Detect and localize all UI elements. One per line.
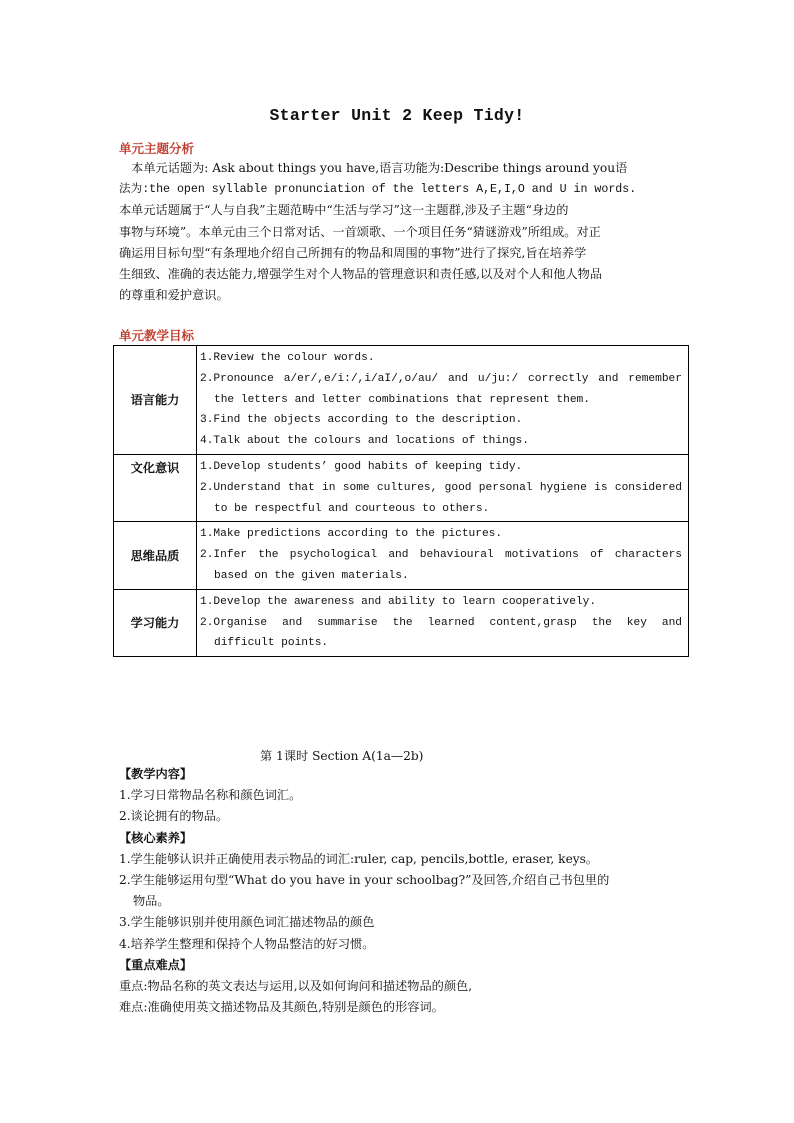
goal-category: 语言能力: [114, 346, 197, 455]
content-line: 1.学习日常物品名称和颜色词汇。: [119, 788, 302, 803]
core-heading: 【核心素养】: [119, 830, 193, 845]
goal-category: 文化意识: [114, 454, 197, 521]
goal-item: 2.Understand that in some cultures, good personal hygiene is considered to be respectful and courteous to others.: [200, 481, 682, 515]
goal-item: 1.Develop students’ good habits of keeping tidy.: [200, 460, 523, 473]
goal-category: 思维品质: [114, 522, 197, 589]
core-line: 4.培养学生整理和保持个人物品整洁的好习惯。: [119, 936, 375, 951]
key-heading: 【重点难点】: [119, 957, 193, 972]
goal-item: 1.Make predictions according to the pictures.: [200, 528, 503, 541]
table-row: [114, 589, 689, 656]
core-line: 3.学生能够识别并使用颜色词汇描述物品的颜色: [119, 915, 375, 930]
goal-item: 1.Develop the awareness and ability to learn cooperatively.: [200, 595, 597, 608]
core-line: 2.学生能够运用句型“What do you have in your schoolbag?”及回答,介绍自己书包里的: [119, 873, 610, 888]
theme-line: 本单元话题属于“人与自我”主题范畴中“生活与学习”这一主题群,涉及子主题“身边的: [119, 203, 569, 218]
content-line: 2.谈论拥有的物品。: [119, 809, 229, 824]
theme-line: 本单元话题为: Ask about things you have,语言功能为:Describe things around you语: [119, 161, 628, 175]
document-title: Starter Unit 2 Keep Tidy!: [269, 106, 525, 125]
key-line: 难点:准确使用英文描述物品及其颜色,特别是颜色的形容词。: [119, 1000, 444, 1015]
core-line: 1.学生能够认识并正确使用表示物品的词汇:ruler, cap, pencils,bottle, eraser, keys。: [119, 851, 599, 866]
goal-items: [197, 346, 689, 455]
key-line: 重点:物品名称的英文表达与运用,以及如何询问和描述物品的颜色,: [119, 979, 473, 994]
goal-items: [197, 589, 689, 656]
lesson-content-block: [119, 764, 689, 1018]
goal-item: 3.Find the objects according to the description.: [200, 414, 523, 427]
goal-item: 2.Organise and summarise the learned content,grasp the key and difficult points.: [200, 616, 682, 650]
unit-theme-heading: 单元主题分析: [119, 141, 195, 156]
goal-item: 2.Pronounce a/er/,e/i:/,i/aI/,o/au/ and u/ju:/ correctly and remember the letters and letter combinations that represent them.: [200, 372, 682, 406]
theme-line: 的尊重和爱护意识。: [119, 288, 229, 303]
table-row: [114, 454, 689, 521]
goal-items: [197, 454, 689, 521]
goals-table: [113, 345, 689, 657]
theme-line: 事物与环境”。本单元由三个日常对话、一首颂歌、一个项目任务“猜谜游戏”所组成。对正: [119, 224, 601, 239]
theme-line: 确运用目标句型“有条理地介绍自己所拥有的物品和周围的事物”进行了探究,旨在培养学: [119, 245, 587, 260]
goals-heading: 单元教学目标: [119, 328, 195, 343]
table-row: [114, 346, 689, 455]
goal-item: 4.Talk about the colours and locations of things.: [200, 435, 529, 448]
content-heading: 【教学内容】: [119, 767, 193, 781]
goal-items: [197, 522, 689, 589]
theme-line: 生细致、准确的表达能力,增强学生对个人物品的管理意识和责任感,以及对个人和他人物品: [119, 267, 603, 282]
table-row: [114, 522, 689, 589]
goal-item: 1.Review the colour words.: [200, 352, 375, 364]
theme-line: 法为:the open syllable pronunciation of the letters A,E,I,O and U in words.: [119, 183, 637, 197]
goal-item: 2.Infer the psychological and behavioural motivations of characters based on the given materials.: [200, 549, 682, 582]
core-line: 物品。: [133, 894, 170, 909]
lesson-title: 第 1课时 Section A(1a—2b): [260, 749, 424, 763]
unit-theme-paragraph: [119, 158, 681, 306]
goal-category: 学习能力: [114, 589, 197, 656]
